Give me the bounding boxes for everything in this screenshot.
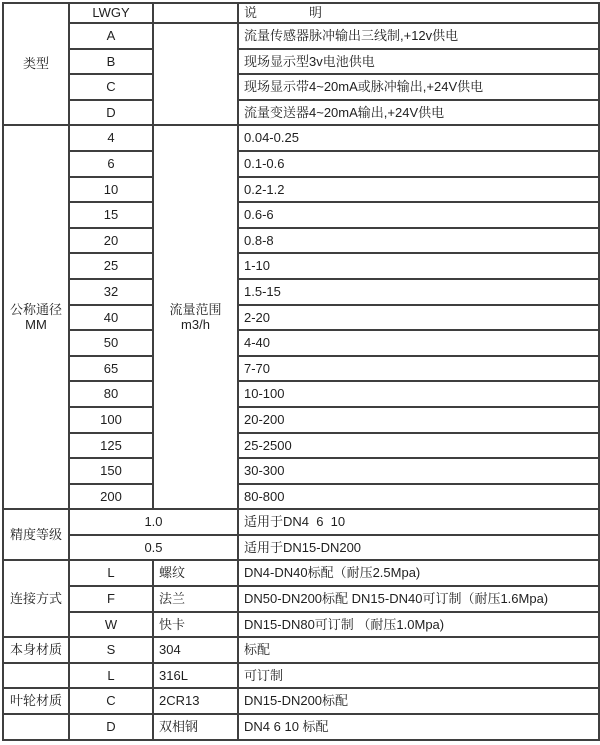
- table-row: [3, 407, 599, 433]
- flow-range-value: 0.1-0.6: [238, 151, 599, 177]
- type-code: D: [69, 100, 153, 126]
- table-row: [3, 714, 599, 740]
- flow-range-value: 80-800: [238, 484, 599, 510]
- table-row: [3, 663, 599, 689]
- connection-name: 快卡: [153, 612, 238, 638]
- table-row: [3, 74, 599, 100]
- table-row: [3, 305, 599, 331]
- material-name: 316L: [153, 663, 238, 689]
- table-row: [3, 484, 599, 510]
- flow-range-label-line2: m3/h: [181, 317, 210, 333]
- type-code: B: [69, 49, 153, 75]
- table-row: [3, 637, 599, 663]
- table-row: [3, 509, 599, 535]
- flow-range-value: 1-10: [238, 253, 599, 279]
- connection-description: DN15-DN80可订制 （耐压1.0Mpa): [238, 612, 599, 638]
- table-row: [3, 586, 599, 612]
- flow-range-value: 10-100: [238, 381, 599, 407]
- table-row: [3, 49, 599, 75]
- description-header: 说 明: [238, 3, 599, 23]
- flow-range-value: 0.2-1.2: [238, 177, 599, 203]
- dn-value: 20: [69, 228, 153, 254]
- accuracy-description: 适用于DN4 6 10: [238, 509, 599, 535]
- accuracy-value: 0.5: [69, 535, 238, 561]
- dn-value: 6: [69, 151, 153, 177]
- table-row: [3, 535, 599, 561]
- dn-value: 40: [69, 305, 153, 331]
- dn-value: 65: [69, 356, 153, 382]
- flow-range-value: 0.6-6: [238, 202, 599, 228]
- dn-value: 150: [69, 458, 153, 484]
- accuracy-value: 1.0: [69, 509, 238, 535]
- table-row: [3, 228, 599, 254]
- section-label-impeller-material: 叶轮材质: [3, 688, 69, 714]
- material-description: 标配: [238, 637, 599, 663]
- section-label-connection: 连接方式: [3, 560, 69, 637]
- table-row: [3, 279, 599, 305]
- section-label-accuracy: 精度等级: [3, 509, 69, 560]
- table-row: [3, 330, 599, 356]
- material-description: 可订制: [238, 663, 599, 689]
- material-name: 304: [153, 637, 238, 663]
- flow-range-value: 0.04-0.25: [238, 125, 599, 151]
- connection-description: DN50-DN200标配 DN15-DN40可订制（耐压1.6Mpa): [238, 586, 599, 612]
- material-code: C: [69, 688, 153, 714]
- dn-value: 32: [69, 279, 153, 305]
- spec-table: [2, 2, 600, 741]
- table-row: [3, 100, 599, 126]
- flow-range-value: 7-70: [238, 356, 599, 382]
- table-row: [3, 381, 599, 407]
- flow-range-value: 1.5-15: [238, 279, 599, 305]
- connection-code: L: [69, 560, 153, 586]
- section-label-body-material: 本身材质: [3, 637, 69, 663]
- type-code: A: [69, 23, 153, 49]
- type-description: 流量传感器脉冲输出三线制,+12v供电: [238, 23, 599, 49]
- section-label-nominal-diameter: [3, 125, 69, 509]
- flow-range-value: 2-20: [238, 305, 599, 331]
- connection-name: 螺纹: [153, 560, 238, 586]
- table-row: [3, 3, 599, 23]
- dn-value: 100: [69, 407, 153, 433]
- material-description: DN4 6 10 标配: [238, 714, 599, 740]
- material-code: S: [69, 637, 153, 663]
- table-row: [3, 253, 599, 279]
- flow-range-value: 4-40: [238, 330, 599, 356]
- model-code-header: LWGY: [69, 3, 153, 23]
- material-code: L: [69, 663, 153, 689]
- table-row: [3, 23, 599, 49]
- flow-range-label: [153, 125, 238, 509]
- connection-code: F: [69, 586, 153, 612]
- flow-range-value: 0.8-8: [238, 228, 599, 254]
- flow-range-label-line1: 流量范围: [169, 301, 222, 317]
- table-row: [3, 433, 599, 459]
- dn-value: 25: [69, 253, 153, 279]
- type-description: 流量变送器4~20mA输出,+24V供电: [238, 100, 599, 126]
- table-row: [3, 202, 599, 228]
- dn-value: 15: [69, 202, 153, 228]
- nominal-diameter-label-line1: 公称通径: [9, 301, 62, 317]
- nominal-diameter-label-line2: MM: [25, 317, 47, 333]
- material-name: 双相钢: [153, 714, 238, 740]
- table-row: [3, 356, 599, 382]
- table-row: [3, 612, 599, 638]
- type-code: C: [69, 74, 153, 100]
- connection-name: 法兰: [153, 586, 238, 612]
- dn-value: 4: [69, 125, 153, 151]
- type-description: 现场显示型3v电池供电: [238, 49, 599, 75]
- material-name: 2CR13: [153, 688, 238, 714]
- connection-description: DN4-DN40标配（耐压2.5Mpa): [238, 560, 599, 586]
- material-description: DN15-DN200标配: [238, 688, 599, 714]
- dn-value: 50: [69, 330, 153, 356]
- dn-value: 200: [69, 484, 153, 510]
- dn-value: 10: [69, 177, 153, 203]
- accuracy-description: 适用于DN15-DN200: [238, 535, 599, 561]
- connection-code: W: [69, 612, 153, 638]
- table-row: [3, 688, 599, 714]
- flow-range-value: 20-200: [238, 407, 599, 433]
- table-row: [3, 560, 599, 586]
- flow-range-value: 30-300: [238, 458, 599, 484]
- section-label-type: 类型: [3, 3, 69, 125]
- empty-label-cell: [3, 714, 69, 740]
- dn-value: 125: [69, 433, 153, 459]
- type-description: 现场显示带4~20mA或脉冲输出,+24V供电: [238, 74, 599, 100]
- table-row: [3, 151, 599, 177]
- empty-label-cell: [3, 663, 69, 689]
- dn-value: 80: [69, 381, 153, 407]
- header-spacer-cell: [153, 3, 238, 23]
- flow-range-value: 25-2500: [238, 433, 599, 459]
- type-spacer-cell: [153, 23, 238, 125]
- table-row: [3, 458, 599, 484]
- material-code: D: [69, 714, 153, 740]
- table-row: [3, 177, 599, 203]
- table-row: [3, 125, 599, 151]
